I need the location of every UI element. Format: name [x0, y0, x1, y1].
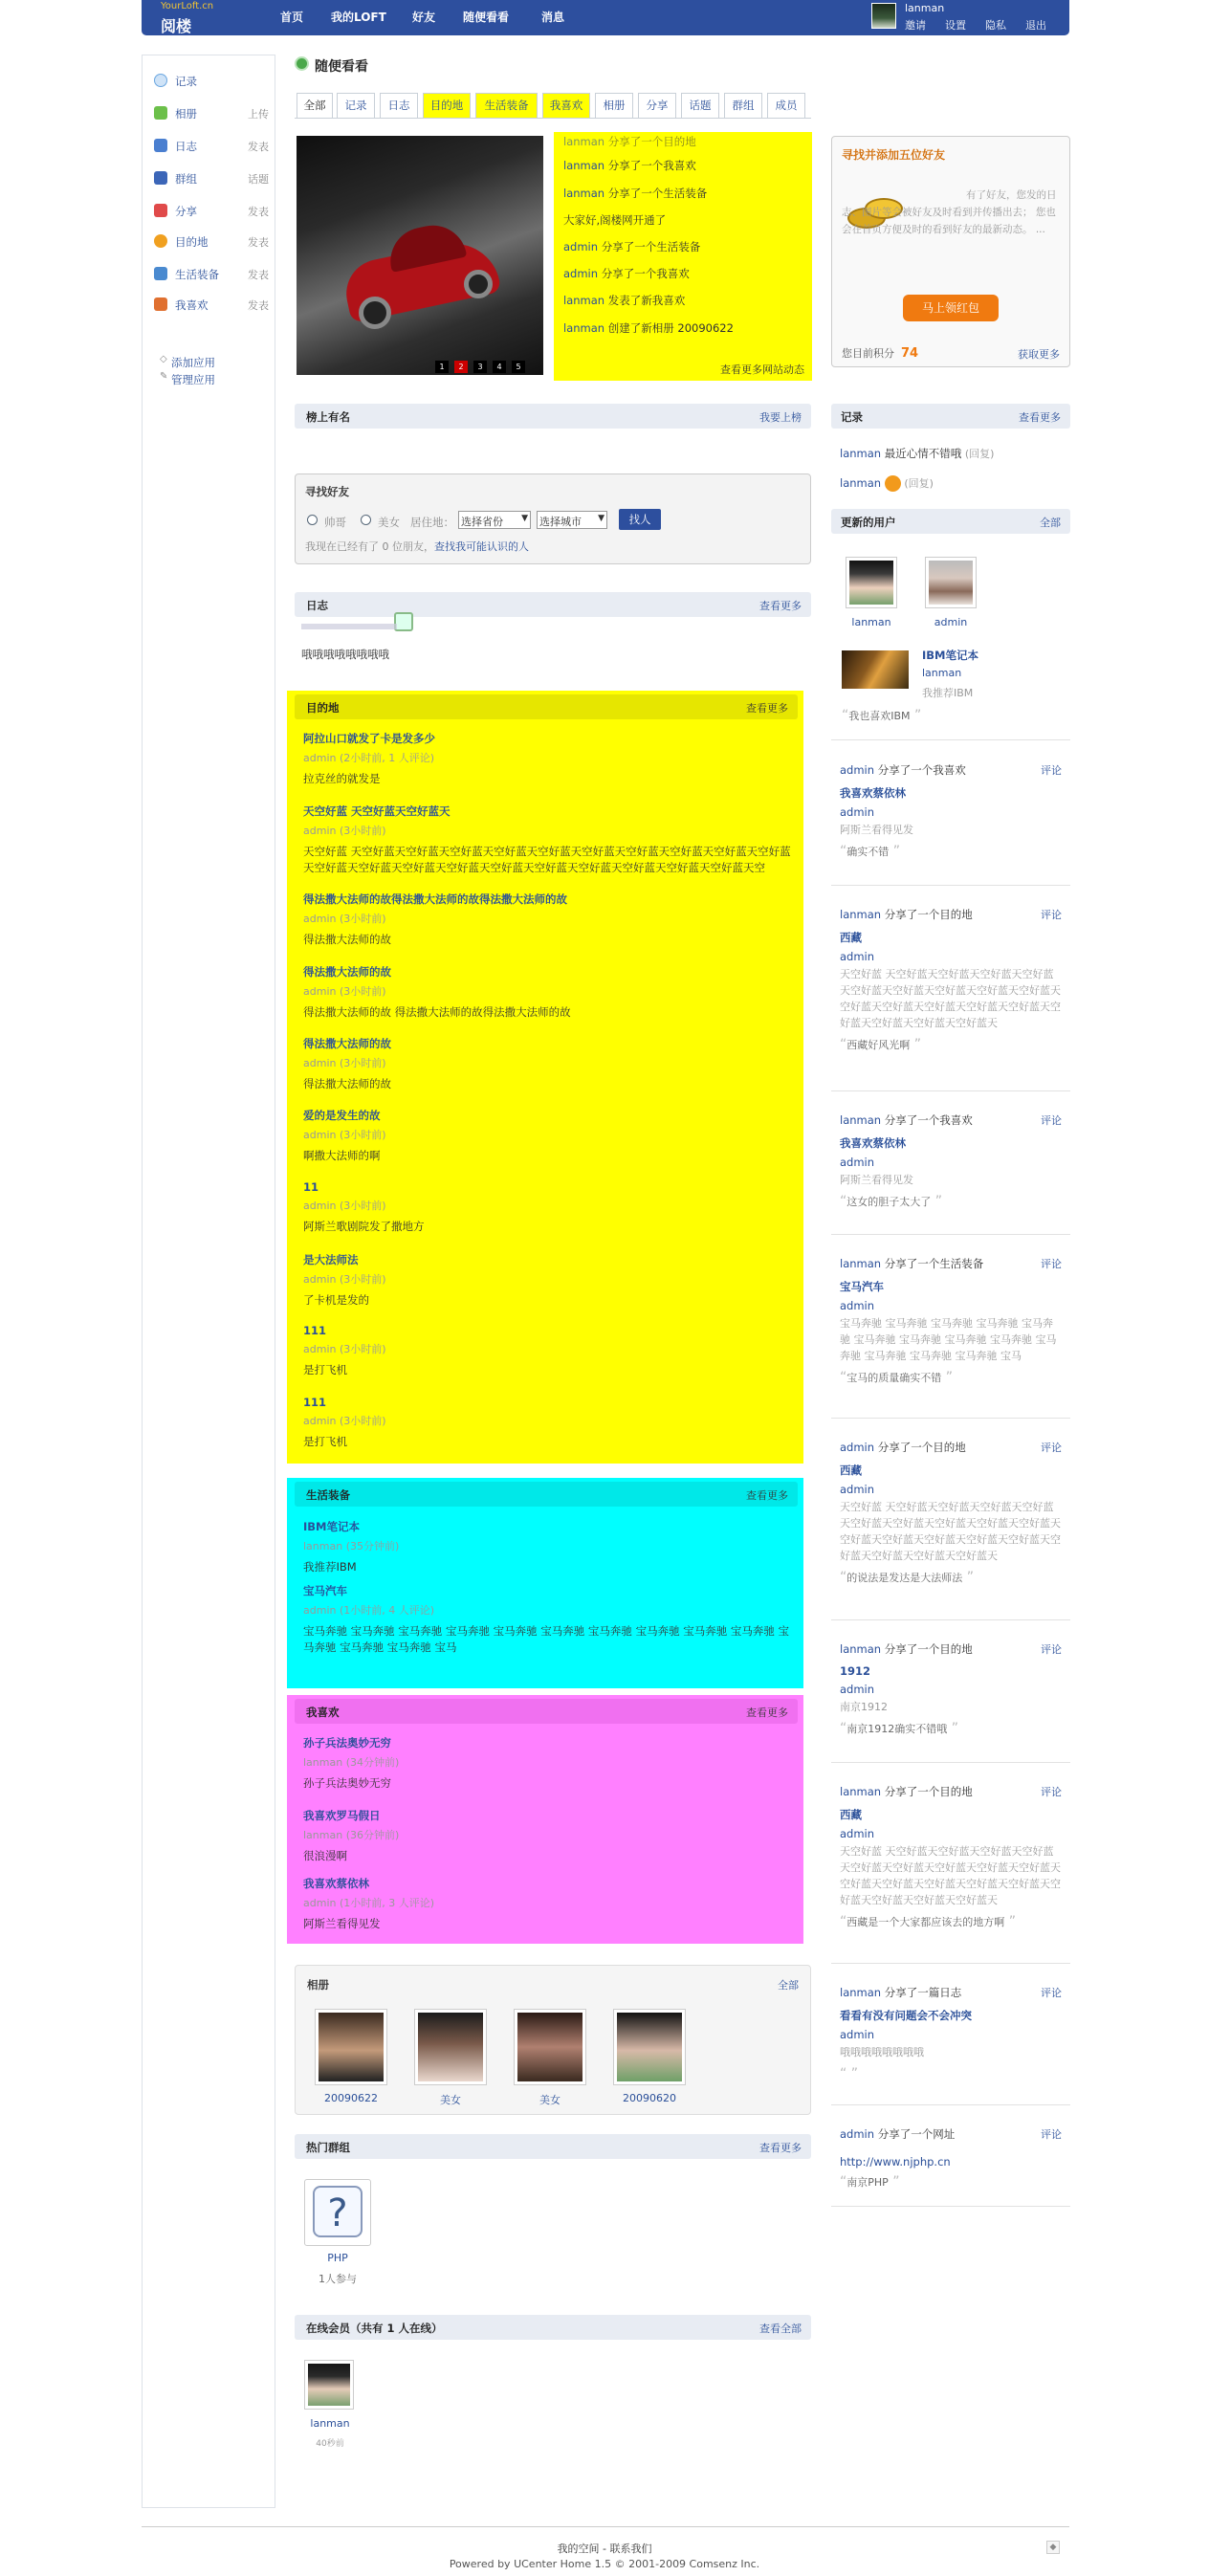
suggest-friends-link[interactable]: 查找我可能认识的人: [434, 540, 529, 553]
album-label[interactable]: 20090620: [623, 2092, 676, 2104]
album-thumb[interactable]: [613, 2009, 686, 2085]
online-more-link[interactable]: 查看全部: [759, 2323, 802, 2335]
blog-more-link[interactable]: 查看更多: [759, 600, 802, 612]
site-logo[interactable]: 阅楼: [161, 17, 192, 35]
list-item[interactable]: 宝马汽车 admin (1小时前, 4 人评论) 宝马奔驰 宝马奔驰 宝马奔驰 宝马奔驰 宝马奔驰 宝马奔驰 宝马奔驰 宝马奔驰 宝马奔驰 宝马奔驰 宝马奔驰 宝马奔驰 宝马奔驰 宝马: [303, 1584, 790, 1654]
left-sidebar: [142, 55, 275, 2508]
footer-powered: Powered by UCenter Home 1.5 © 2001-2009 Comsenz Inc.: [449, 2558, 760, 2570]
comment-link[interactable]: 评论: [1041, 1442, 1062, 1454]
list-item[interactable]: 111 admin (3小时前) 是打飞机: [303, 1396, 386, 1448]
blog-icon: [154, 139, 167, 152]
album-label[interactable]: 美女: [440, 2094, 461, 2106]
gear-card-title[interactable]: IBM笔记本: [922, 649, 978, 662]
nav-browse[interactable]: 随便看看: [463, 11, 510, 24]
online-user-avatar[interactable]: [304, 2360, 354, 2410]
record-item[interactable]: lanman (回复): [840, 476, 934, 490]
feed-item[interactable]: lanman 分享了一个我喜欢: [563, 159, 696, 172]
group-count: 1人参与: [319, 2273, 357, 2285]
plus-icon: ◇: [160, 354, 167, 364]
record-icon: [154, 74, 167, 87]
group-avatar[interactable]: [304, 2179, 371, 2246]
album-all-link[interactable]: 全部: [778, 1979, 799, 1992]
album-label[interactable]: 美女: [539, 2094, 561, 2106]
updated-users-all-link[interactable]: 全部: [1040, 517, 1061, 529]
province-select[interactable]: 选择省份 ▼: [458, 511, 531, 529]
album-icon: [154, 106, 167, 120]
page-title: 随便看看: [315, 59, 368, 75]
likes-header: 我喜欢 查看更多: [295, 1699, 798, 1724]
nav-home[interactable]: 首页: [280, 11, 304, 24]
likes-more-link[interactable]: 查看更多: [746, 1706, 788, 1719]
male-radio[interactable]: [307, 515, 318, 525]
tab-records[interactable]: 记录: [337, 93, 375, 119]
feed-more-link[interactable]: 查看更多网站动态: [720, 363, 804, 376]
feed-item[interactable]: lanman 分享了一个生活装备: [563, 187, 708, 200]
feed-item[interactable]: lanman 分享了一个目的地: [563, 135, 696, 148]
activity-item[interactable]: admin 分享了一个我喜欢 评论 我喜欢蔡依林 admin 阿斯兰看得见发 “ 确实不错 ”: [840, 762, 1062, 859]
comment-link[interactable]: 评论: [1041, 1114, 1062, 1127]
invite-link[interactable]: 邀请: [905, 19, 926, 32]
gear-header: 生活装备 查看更多: [295, 1482, 798, 1507]
tab-members[interactable]: 成员: [767, 93, 805, 119]
manage-app-item[interactable]: ✎ 管理应用: [160, 371, 215, 386]
slide-page-4[interactable]: 4: [493, 361, 506, 373]
question-icon: ?: [313, 2186, 363, 2237]
sidebar-item-album[interactable]: 相册 上传: [154, 105, 269, 122]
nav-friends[interactable]: 好友: [412, 11, 436, 24]
group-name[interactable]: PHP: [327, 2252, 348, 2264]
activity-item[interactable]: lanman 分享了一个我喜欢 评论 我喜欢蔡依林 admin 阿斯兰看得见发 “ 这女的胆子太大了 ”: [840, 1112, 1062, 1209]
album-thumb[interactable]: [414, 2009, 487, 2085]
user-avatar[interactable]: [871, 3, 896, 29]
sidebar-item-groups[interactable]: 群组 话题: [154, 170, 269, 187]
group-icon: [154, 171, 167, 185]
records-more-link[interactable]: 查看更多: [1019, 411, 1061, 424]
list-item[interactable]: 孙子兵法奥妙无穷 lanman (34分钟前) 孙子兵法奥妙无穷: [303, 1736, 400, 1790]
comment-link[interactable]: 评论: [1041, 1258, 1062, 1270]
tab-groups[interactable]: 群组: [724, 93, 762, 119]
list-item[interactable]: 爱的是发生的故 admin (3小时前) 啊撒大法师的啊: [303, 1109, 386, 1162]
site-activity-feed: [554, 132, 812, 381]
list-item[interactable]: 天空好蓝 天空好蓝天空好蓝天 admin (3小时前) 天空好蓝 天空好蓝天空好蓝天空好蓝天空好蓝天空好蓝天空好蓝天空好蓝天空好蓝天空好蓝天空好蓝天空好蓝天空好蓝天空好蓝天空好蓝天空好蓝天空好蓝天空好蓝天空好蓝天空好蓝天空好蓝天空: [303, 804, 791, 874]
activity-item[interactable]: admin 分享了一个网址 评论 http://www.njphp.cn “ 南京PHP ”: [840, 2126, 1062, 2190]
list-item[interactable]: 11 admin (3小时前) 阿斯兰歌剧院发了撒地方: [303, 1180, 425, 1233]
slide-page-2[interactable]: 2: [454, 361, 468, 373]
list-item[interactable]: 111 admin (3小时前) 是打飞机: [303, 1324, 386, 1376]
album-section: 相册 全部 20090622 美女 美女 20090620: [295, 1965, 811, 2115]
find-friends-title: 寻找好友: [305, 485, 349, 498]
feed-item[interactable]: lanman 发表了新我喜欢: [563, 294, 686, 307]
online-user-time: 40秒前: [316, 2439, 344, 2449]
sidebar-item-likes[interactable]: 我喜欢 发表: [154, 297, 269, 314]
manage-icon: ✎: [160, 371, 168, 382]
avatar[interactable]: [846, 557, 897, 608]
tab-album[interactable]: 相册: [595, 93, 633, 119]
get-more-points-link[interactable]: 获取更多: [1018, 348, 1060, 361]
blog-header: 日志 查看更多: [295, 592, 811, 617]
sidebar-item-records[interactable]: 记录: [154, 73, 269, 90]
online-header: 在线会员（共有 1 人在线） 查看全部: [295, 2315, 811, 2340]
destination-icon: [154, 234, 167, 248]
nav-myloft[interactable]: 我的LOFT: [331, 11, 386, 24]
gear-thumb[interactable]: [842, 650, 909, 689]
settings-link[interactable]: 设置: [945, 19, 966, 32]
activity-item[interactable]: lanman 分享了一个目的地 评论 西藏 admin 天空好蓝 天空好蓝天空好蓝天空好蓝天空好蓝天空好蓝天空好蓝天空好蓝天空好蓝天空好蓝天空好蓝天空好蓝天空好蓝天空好蓝天空好蓝天空好蓝天空好蓝天空好蓝天空好蓝天 “ 西藏是一个大家都应该去的地方啊 ”: [840, 1784, 1062, 1929]
search-people-button[interactable]: 找人: [619, 509, 661, 530]
list-item[interactable]: 阿拉山口就发了卡是发多少 admin (2小时前, 1 人评论) 拉克丝的就发是: [303, 732, 435, 785]
feed-item[interactable]: admin 分享了一个我喜欢: [563, 267, 690, 280]
invite-friends-box: 寻找并添加五位好友 有了好友，您发的日志、图片等会被好友及时看到并传播出去； 您也会在首页方便及时的看到好友的最新动态。 ... 马上领红包 您目前积分 74 获取更多: [831, 136, 1070, 367]
updated-user-name[interactable]: admin: [934, 616, 968, 628]
smiley-icon: [394, 612, 413, 631]
gear-more-link[interactable]: 查看更多: [746, 1489, 788, 1502]
nav-messages[interactable]: 消息: [541, 11, 565, 24]
smiley-icon: [885, 475, 901, 492]
record-item[interactable]: lanman 最近心情不错哦 (回复): [840, 447, 995, 460]
sidebar-item-blog[interactable]: 日志 发表: [154, 138, 269, 155]
groups-header: 热门群组 查看更多: [295, 2134, 811, 2159]
tab-destination[interactable]: 目的地: [423, 93, 471, 119]
updated-user-name[interactable]: lanman: [851, 616, 891, 628]
find-friends-box: 寻找好友 帅哥 美女 居住地： 选择省份 ▼ 选择城市 ▼ 找人 我现在已经有了 0 位朋友，查找我可能认识的人: [295, 473, 811, 564]
gear-icon: [154, 267, 167, 280]
tab-share[interactable]: 分享: [638, 93, 676, 119]
updated-users-header: 更新的用户 全部: [831, 509, 1070, 534]
upload-link[interactable]: 上传: [248, 108, 269, 121]
records-header: 记录 查看更多: [831, 404, 1070, 429]
feed-item[interactable]: 大家好,阁楼网开通了: [563, 213, 667, 227]
avatar[interactable]: [925, 557, 977, 608]
activity-item[interactable]: admin 分享了一个目的地 评论 西藏 admin 天空好蓝 天空好蓝天空好蓝天空好蓝天空好蓝天空好蓝天空好蓝天空好蓝天空好蓝天空好蓝天空好蓝天空好蓝天空好蓝天空好蓝天空好蓝天空好蓝天空好蓝天空好蓝天空好蓝天 “ 的说法是发达是大法师法 ”: [840, 1440, 1062, 1585]
back-to-top-icon[interactable]: ◆: [1046, 2541, 1060, 2554]
album-label[interactable]: 20090622: [324, 2092, 378, 2104]
ranking-header: 榜上有名 我要上榜: [295, 404, 811, 429]
invite-desc: 有了好友，您发的日志、图片等会被好友及时看到并传播出去； 您也会在首页方便及时的看到好友的最新动态。 ...: [842, 189, 1057, 235]
tab-divider: [295, 118, 811, 119]
list-item[interactable]: 得法撒大法师的故得法撒大法师的故得法撒大法师的故 admin (3小时前) 得法撒大法师的故: [303, 892, 567, 946]
gear-card-quote: “ 我也喜欢IBM ”: [842, 708, 921, 723]
featured-photo[interactable]: [297, 136, 543, 375]
groups-more-link[interactable]: 查看更多: [759, 2142, 802, 2154]
list-item[interactable]: 我喜欢蔡依林 admin (1小时前, 3 人评论) 阿斯兰看得见发: [303, 1877, 435, 1930]
feed-item[interactable]: admin 分享了一个生活装备: [563, 240, 701, 253]
slide-page-1[interactable]: 1: [435, 361, 449, 373]
city-select[interactable]: 选择城市 ▼: [537, 511, 607, 529]
album-thumb[interactable]: [315, 2009, 387, 2085]
feed-item[interactable]: lanman 创建了新相册 20090622: [563, 321, 734, 335]
privacy-link[interactable]: 隐私: [985, 19, 1006, 32]
likes-list: [287, 1695, 803, 1944]
comment-link[interactable]: 评论: [1041, 1987, 1062, 1999]
activity-item[interactable]: lanman 分享了一个目的地 评论 西藏 admin 天空好蓝 天空好蓝天空好蓝天空好蓝天空好蓝天空好蓝天空好蓝天空好蓝天空好蓝天空好蓝天空好蓝天空好蓝天空好蓝天空好蓝天空好蓝天空好蓝天空好蓝天空好蓝天空好蓝天 “ 西藏好风光啊 ”: [840, 907, 1062, 1052]
list-item[interactable]: 得法撒大法师的故 admin (3小时前) 得法撒大法师的故: [303, 1037, 391, 1090]
logout-link[interactable]: 退出: [1025, 19, 1046, 32]
activity-item[interactable]: lanman 分享了一个目的地 评论 1912 admin 南京1912 “ 南京1912确实不错哦 ”: [840, 1641, 1062, 1736]
sidebar-item-gear[interactable]: 生活装备 发表: [154, 266, 269, 283]
activity-item[interactable]: lanman 分享了一篇日志 评论 看看有没有问题会不会冲突 admin 哦哦哦哦哦哦哦哦 “ ”: [840, 1985, 1062, 2081]
list-item[interactable]: 我喜欢罗马假日 lanman (36分钟前) 很浪漫啊: [303, 1809, 400, 1862]
online-user-name[interactable]: lanman: [310, 2417, 350, 2430]
join-ranking-link[interactable]: 我要上榜: [759, 411, 802, 424]
tab-topics[interactable]: 话题: [681, 93, 719, 119]
comment-link[interactable]: 评论: [1041, 1786, 1062, 1798]
destination-more-link[interactable]: 查看更多: [746, 702, 788, 715]
comment-link[interactable]: 评论: [1041, 764, 1062, 777]
comment-link[interactable]: 评论: [1041, 2128, 1062, 2141]
get-red-envelope-button[interactable]: 马上领红包: [903, 295, 999, 321]
top-header: [142, 0, 1069, 35]
tab-likes[interactable]: 我喜欢: [542, 93, 590, 119]
album-thumb[interactable]: [514, 2009, 586, 2085]
shared-url: http://www.njphp.cn: [840, 2155, 951, 2169]
list-item[interactable]: 得法撒大法师的故 admin (3小时前) 得法撒大法师的故 得法撒大法师的故得法撒大法师的故: [303, 965, 571, 1019]
page-title-icon: [295, 56, 309, 71]
blog-line[interactable]: 哦哦哦哦哦哦哦哦: [301, 648, 389, 661]
heart-icon: [154, 297, 167, 311]
sidebar-item-share[interactable]: 分享 发表: [154, 203, 269, 220]
tab-gear[interactable]: 生活装备: [475, 93, 538, 119]
share-icon: [154, 204, 167, 217]
footer-links[interactable]: 我的空间 - 联系我们: [557, 2543, 652, 2555]
points-value: 74: [901, 346, 919, 361]
activity-item[interactable]: lanman 分享了一个生活装备 评论 宝马汽车 admin 宝马奔驰 宝马奔驰 宝马奔驰 宝马奔驰 宝马奔驰 宝马奔驰 宝马奔驰 宝马奔驰 宝马奔驰 宝马奔驰 宝马奔驰 宝马奔驰 宝马奔驰 宝马 “ 宝马的质量确实不错 ”: [840, 1256, 1062, 1385]
sidebar-item-destination[interactable]: 目的地 发表: [154, 233, 269, 251]
slide-page-3[interactable]: 3: [473, 361, 487, 373]
female-radio[interactable]: [361, 515, 371, 525]
add-app-item[interactable]: ◇ 添加应用: [160, 354, 215, 369]
comment-link[interactable]: 评论: [1041, 1643, 1062, 1656]
tab-all[interactable]: 全部: [297, 93, 333, 119]
tab-blog[interactable]: 日志: [380, 93, 418, 119]
destination-list: [287, 691, 803, 1464]
gear-list: [287, 1478, 803, 1688]
comment-link[interactable]: 评论: [1041, 909, 1062, 921]
site-logo-small[interactable]: YourLoft.cn: [161, 1, 214, 11]
slide-page-5[interactable]: 5: [512, 361, 525, 373]
list-item[interactable]: 是大法师法 admin (3小时前) 了卡机是发的: [303, 1253, 386, 1307]
user-name-link[interactable]: lanman: [905, 2, 945, 14]
list-item[interactable]: IBM笔记本 lanman (35分钟前) 我推荐IBM: [303, 1520, 400, 1574]
destination-header: 目的地 查看更多: [295, 694, 798, 719]
gear-card-user[interactable]: lanman: [922, 667, 962, 679]
